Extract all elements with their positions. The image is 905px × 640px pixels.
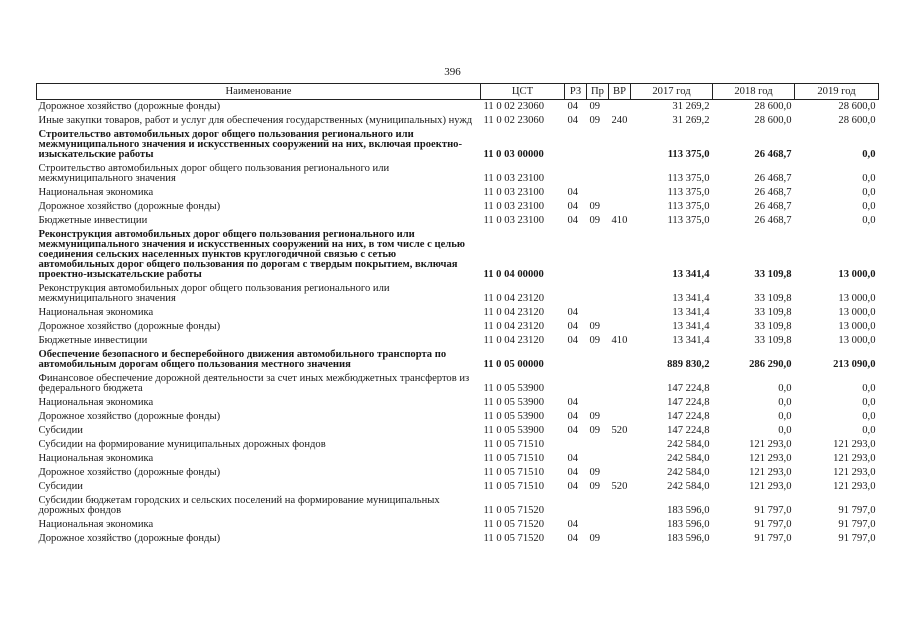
cell-pr	[587, 438, 609, 452]
cell-2019: 13 000,0	[838, 321, 876, 332]
cell-2019: 13 000,0	[838, 293, 876, 304]
cell-name: Реконструкция автомобильных дорог общего пользования регионального или межмуниципального значения и искусственных сооружений на них, в том числе с целью соединения сельских населенных пунктов круглогодичной связью с сетью автомобильных дорог общего пользования по дорогам с твердым покрытием, включая проектно-изыскательские работы	[38, 229, 465, 280]
cell-2017: 13 341,4	[672, 293, 710, 304]
cell-pr: 09	[589, 425, 601, 436]
table-row	[37, 480, 879, 494]
cell-name: Субсидии	[38, 481, 83, 492]
cell-2017: 113 375,0	[667, 173, 710, 184]
cell-rz: 04	[567, 397, 579, 408]
table-row	[37, 282, 879, 306]
cell-vr	[609, 494, 631, 518]
cell-name: Национальная экономика	[38, 519, 154, 530]
cell-2017: 13 341,4	[672, 321, 710, 332]
cell-name: Обеспечение безопасного и бесперебойного движения автомобильного транспорта по автомобильным дорогам общего пользования местного значения	[38, 349, 447, 370]
cell-2019: 0,0	[862, 425, 876, 436]
cell-name: Реконструкция автомобильных дорог общего пользования регионального или межмуниципального значения	[38, 283, 390, 304]
table-row	[37, 348, 879, 372]
cell-vr	[609, 396, 631, 410]
cell-pr	[587, 518, 609, 532]
cell-2018: 26 468,7	[754, 187, 792, 198]
cell-cst: 11 0 05 53900	[483, 383, 545, 394]
cell-pr	[587, 228, 609, 282]
cell-pr: 09	[589, 467, 601, 478]
cell-2018: 33 109,8	[754, 321, 792, 332]
cell-2017: 147 224,8	[667, 397, 710, 408]
cell-2018: 286 290,0	[749, 359, 792, 370]
cell-rz: 04	[567, 453, 579, 464]
cell-rz: 04	[567, 115, 579, 126]
cell-2018: 26 468,7	[754, 173, 792, 184]
cell-cst: 11 0 05 71510	[483, 481, 545, 492]
cell-name: Национальная экономика	[38, 307, 154, 318]
cell-2018: 121 293,0	[749, 439, 792, 450]
cell-rz: 04	[567, 425, 579, 436]
cell-rz	[565, 128, 587, 162]
cell-cst: 11 0 05 53900	[483, 397, 545, 408]
cell-pr	[587, 186, 609, 200]
cell-2017: 242 584,0	[667, 467, 710, 478]
cell-rz: 04	[567, 187, 579, 198]
table-row	[37, 128, 879, 162]
cell-name: Национальная экономика	[38, 397, 154, 408]
cell-name: Дорожное хозяйство (дорожные фонды)	[38, 321, 221, 332]
cell-cst: 11 0 03 23100	[483, 201, 545, 212]
cell-pr: 09	[589, 115, 601, 126]
cell-cst: 11 0 02 23060	[483, 101, 545, 112]
cell-2018: 0,0	[778, 397, 792, 408]
cell-2018: 91 797,0	[754, 533, 792, 544]
cell-cst: 11 0 04 00000	[483, 269, 544, 280]
table-header-row	[37, 84, 879, 100]
table-row	[37, 424, 879, 438]
cell-2017: 113 375,0	[667, 201, 710, 212]
cell-pr	[587, 494, 609, 518]
cell-name: Субсидии	[38, 425, 83, 436]
cell-rz: 04	[567, 481, 579, 492]
cell-2018: 121 293,0	[749, 481, 792, 492]
cell-2019: 0,0	[862, 397, 876, 408]
cell-cst: 11 0 04 23120	[483, 293, 545, 304]
cell-rz	[565, 494, 587, 518]
cell-2017: 113 375,0	[667, 187, 710, 198]
cell-2017: 31 269,2	[672, 115, 710, 126]
cell-cst: 11 0 03 00000	[483, 149, 544, 160]
table-row	[37, 518, 879, 532]
cell-pr: 09	[589, 321, 601, 332]
cell-pr	[587, 452, 609, 466]
table-row	[37, 228, 879, 282]
cell-2019: 28 600,0	[838, 115, 876, 126]
cell-cst: 11 0 05 71510	[483, 467, 545, 478]
cell-2019: 121 293,0	[833, 467, 876, 478]
header-2018: 2018 год	[713, 84, 795, 100]
header-vr: ВР	[609, 84, 631, 100]
table-row	[37, 410, 879, 424]
cell-vr	[609, 438, 631, 452]
cell-2018: 0,0	[778, 411, 792, 422]
header-name: Наименование	[37, 84, 481, 100]
cell-cst: 11 0 02 23060	[483, 115, 545, 126]
cell-cst: 11 0 03 23100	[483, 215, 545, 226]
cell-rz: 04	[567, 467, 579, 478]
cell-cst: 11 0 03 23100	[483, 187, 545, 198]
cell-2017: 31 269,2	[672, 101, 710, 112]
cell-rz: 04	[567, 307, 579, 318]
cell-2019: 0,0	[862, 411, 876, 422]
cell-vr	[609, 320, 631, 334]
cell-2017: 242 584,0	[667, 481, 710, 492]
table-row	[37, 200, 879, 214]
cell-cst: 11 0 04 23120	[483, 335, 545, 346]
cell-name: Дорожное хозяйство (дорожные фонды)	[38, 411, 221, 422]
header-cst: ЦСТ	[481, 84, 565, 100]
cell-rz: 04	[567, 321, 579, 332]
cell-2017: 113 375,0	[667, 149, 710, 160]
cell-rz: 04	[567, 519, 579, 530]
page-number: 396	[444, 66, 461, 78]
cell-rz	[565, 228, 587, 282]
cell-vr: 410	[611, 215, 628, 226]
cell-vr	[609, 372, 631, 396]
cell-name: Дорожное хозяйство (дорожные фонды)	[38, 101, 221, 112]
cell-rz	[565, 372, 587, 396]
cell-vr	[609, 186, 631, 200]
cell-2019: 91 797,0	[838, 533, 876, 544]
cell-pr: 09	[589, 533, 601, 544]
cell-2018: 33 109,8	[754, 335, 792, 346]
cell-2019: 91 797,0	[838, 505, 876, 516]
cell-vr	[609, 466, 631, 480]
cell-2019: 0,0	[862, 187, 876, 198]
budget-table	[36, 83, 879, 546]
cell-pr	[587, 162, 609, 186]
table-row	[37, 114, 879, 128]
cell-vr	[609, 128, 631, 162]
table-row	[37, 186, 879, 200]
cell-name: Дорожное хозяйство (дорожные фонды)	[38, 533, 221, 544]
cell-pr	[587, 282, 609, 306]
cell-pr	[587, 306, 609, 320]
cell-2019: 0,0	[862, 215, 876, 226]
cell-2018: 121 293,0	[749, 467, 792, 478]
cell-name: Финансовое обеспечение дорожной деятельности за счет иных межбюджетных трансфертов из федерального бюджета	[38, 373, 470, 394]
cell-2017: 13 341,4	[672, 335, 710, 346]
cell-rz: 04	[567, 335, 579, 346]
table-row	[37, 214, 879, 228]
cell-pr	[587, 372, 609, 396]
cell-name: Дорожное хозяйство (дорожные фонды)	[38, 467, 221, 478]
cell-2018: 33 109,8	[754, 307, 792, 318]
cell-2017: 13 341,4	[672, 269, 710, 280]
cell-rz	[565, 348, 587, 372]
table-row	[37, 438, 879, 452]
cell-2019: 0,0	[862, 173, 876, 184]
cell-name: Строительство автомобильных дорог общего пользования регионального или межмуниципального значения и искусственных сооружений на них, включая проектно-изыскательские работы	[38, 129, 462, 160]
cell-pr	[587, 128, 609, 162]
header-pr: Пр	[587, 84, 609, 100]
cell-2017: 147 224,8	[667, 383, 710, 394]
cell-pr: 09	[589, 101, 601, 112]
cell-rz	[565, 162, 587, 186]
cell-rz: 04	[567, 533, 579, 544]
cell-2018: 26 468,7	[754, 149, 792, 160]
table-row	[37, 334, 879, 348]
cell-name: Субсидии бюджетам городских и сельских поселений на формирование муниципальных дорожных фондов	[38, 495, 440, 516]
cell-cst: 11 0 05 53900	[483, 425, 545, 436]
cell-2019: 13 000,0	[838, 307, 876, 318]
cell-2018: 28 600,0	[754, 115, 792, 126]
cell-rz: 04	[567, 101, 579, 112]
cell-2018: 33 109,8	[754, 269, 792, 280]
cell-name: Бюджетные инвестиции	[38, 215, 148, 226]
cell-cst: 11 0 03 23100	[483, 173, 545, 184]
cell-2017: 242 584,0	[667, 439, 710, 450]
cell-pr: 09	[589, 215, 601, 226]
cell-vr: 520	[611, 425, 628, 436]
cell-pr: 09	[589, 481, 601, 492]
cell-2019: 121 293,0	[833, 453, 876, 464]
cell-2018: 26 468,7	[754, 201, 792, 212]
cell-2019: 0,0	[862, 149, 876, 160]
table-row	[37, 452, 879, 466]
cell-2018: 33 109,8	[754, 293, 792, 304]
cell-name: Бюджетные инвестиции	[38, 335, 148, 346]
cell-cst: 11 0 04 23120	[483, 307, 545, 318]
cell-cst: 11 0 05 71520	[483, 505, 545, 516]
cell-cst: 11 0 05 71520	[483, 519, 545, 530]
table-row	[37, 162, 879, 186]
cell-2018: 0,0	[778, 383, 792, 394]
cell-vr	[609, 348, 631, 372]
cell-vr: 520	[611, 481, 628, 492]
cell-rz: 04	[567, 411, 579, 422]
cell-name: Иные закупки товаров, работ и услуг для обеспечения государственных (муниципальных) нужд	[38, 115, 473, 126]
cell-cst: 11 0 05 53900	[483, 411, 545, 422]
cell-2017: 147 224,8	[667, 411, 710, 422]
cell-name: Субсидии на формирование муниципальных дорожных фондов	[38, 439, 326, 450]
table-row	[37, 372, 879, 396]
cell-vr	[609, 228, 631, 282]
cell-2018: 121 293,0	[749, 453, 792, 464]
table-row	[37, 320, 879, 334]
cell-vr	[609, 306, 631, 320]
cell-2019: 0,0	[862, 383, 876, 394]
cell-2019: 91 797,0	[838, 519, 876, 530]
cell-pr	[587, 396, 609, 410]
cell-2019: 121 293,0	[833, 481, 876, 492]
cell-pr: 09	[589, 335, 601, 346]
cell-cst: 11 0 05 71510	[483, 453, 545, 464]
cell-2017: 183 596,0	[667, 519, 710, 530]
cell-2019: 121 293,0	[833, 439, 876, 450]
cell-cst: 11 0 05 71520	[483, 533, 545, 544]
cell-vr: 240	[611, 115, 628, 126]
cell-name: Строительство автомобильных дорог общего пользования регионального или межмуниципального значения	[38, 163, 390, 184]
table-row	[37, 306, 879, 320]
cell-2017: 183 596,0	[667, 505, 710, 516]
table-row	[37, 532, 879, 546]
cell-2018: 91 797,0	[754, 505, 792, 516]
table-row	[37, 494, 879, 518]
cell-2017: 147 224,8	[667, 425, 710, 436]
cell-vr	[609, 410, 631, 424]
table-body	[37, 100, 879, 547]
cell-pr: 09	[589, 411, 601, 422]
header-2019: 2019 год	[795, 84, 879, 100]
cell-pr: 09	[589, 201, 601, 212]
cell-2019: 28 600,0	[838, 101, 876, 112]
cell-2017: 113 375,0	[667, 215, 710, 226]
cell-rz: 04	[567, 201, 579, 212]
cell-vr	[609, 518, 631, 532]
cell-rz	[565, 438, 587, 452]
table-row	[37, 100, 879, 115]
cell-vr	[609, 282, 631, 306]
cell-2018: 91 797,0	[754, 519, 792, 530]
cell-rz: 04	[567, 215, 579, 226]
cell-name: Национальная экономика	[38, 187, 154, 198]
cell-rz	[565, 282, 587, 306]
cell-2018: 0,0	[778, 425, 792, 436]
table-row	[37, 466, 879, 480]
cell-vr	[609, 100, 631, 115]
cell-2019: 0,0	[862, 201, 876, 212]
cell-2017: 242 584,0	[667, 453, 710, 464]
cell-vr: 410	[611, 335, 628, 346]
cell-2018: 28 600,0	[754, 101, 792, 112]
cell-2017: 13 341,4	[672, 307, 710, 318]
cell-cst: 11 0 05 00000	[483, 359, 544, 370]
cell-vr	[609, 200, 631, 214]
header-2017: 2017 год	[631, 84, 713, 100]
cell-name: Дорожное хозяйство (дорожные фонды)	[38, 201, 221, 212]
cell-cst: 11 0 04 23120	[483, 321, 545, 332]
table-row	[37, 396, 879, 410]
cell-vr	[609, 532, 631, 546]
cell-2018: 26 468,7	[754, 215, 792, 226]
cell-name: Национальная экономика	[38, 453, 154, 464]
cell-2017: 889 830,2	[667, 359, 710, 370]
header-rz: РЗ	[565, 84, 587, 100]
cell-cst: 11 0 05 71510	[483, 439, 545, 450]
cell-vr	[609, 452, 631, 466]
cell-2017: 183 596,0	[667, 533, 710, 544]
cell-pr	[587, 348, 609, 372]
cell-vr	[609, 162, 631, 186]
cell-2019: 13 000,0	[838, 269, 876, 280]
cell-2019: 213 090,0	[833, 359, 876, 370]
cell-2019: 13 000,0	[838, 335, 876, 346]
